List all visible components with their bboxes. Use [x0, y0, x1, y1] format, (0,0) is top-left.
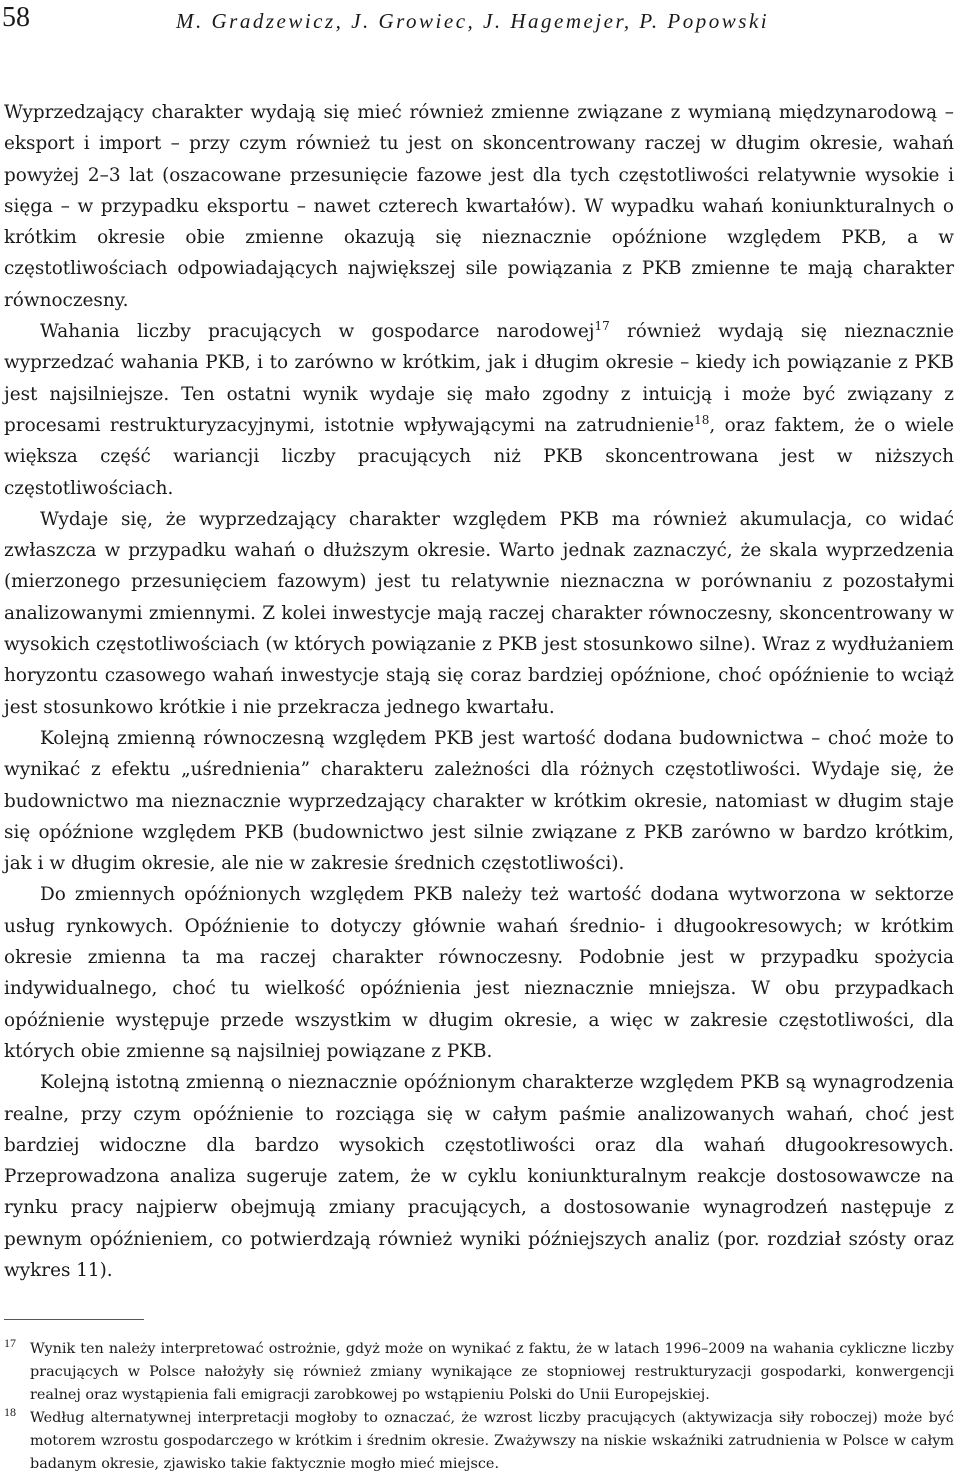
paragraph-3-text: Wydaje się, że wyprzedzający charakter względem PKB ma również akumulacja, co widać zwłaszcza w przypadku wahań o dłuższym okresie. Warto jednak zaznaczyć, że skala wyprzedzenia (mierzonego przesunięciem fazowym) jest tu relatywnie nieznaczna w porównaniu z pozostałymi analizowanymi zmiennymi. Z kolei inwestycje mają raczej charakter równoczesny, skoncentrowany w wysokich częstotliwościach (w których powiązanie z PKB jest stosunkowo silne). Wraz z wydłużaniem horyzontu czasowego wahań inwestycje stają się coraz bardziej opóźnione, choć opóźnienie to wciąż jest stosunkowo krótkie i nie przekracza jednego kwartału.: [4, 508, 954, 718]
paragraph-2-text-b: również wydają się nieznacznie wyprzedzać wahania PKB, i to zarówno w krótkim, jak i długim okresie – kiedy ich powiązanie z PKB jest najsilniejsze. Ten ostatni wynik wydaje się mało zgodny z intuicją i może być związany z procesami restrukturyzacyjnymi, istotnie wpływającymi na zatrudnienie: [4, 321, 954, 436]
paragraph-2: [4, 316, 954, 504]
footnote-17-text: Wynik ten należy interpretować ostrożnie, gdyż może on wynikać z faktu, że w latach 1996–2009 na wahania cykliczne liczby pracujących w Polsce nałożyły się również zmiany wynikające ze stopniowej restrukturyzacji gospodarki, konwergencji realnej oraz wystąpienia fali emigracji zarobkowej po wstąpieniu Polski do Unii Europejskiej.: [30, 1341, 954, 1403]
paragraph-6: [4, 1067, 954, 1286]
footnote-18-text: Według alternatywnej interpretacji mogłoby to oznaczać, że wzrost liczby pracujących (aktywizacja siły roboczej) może być motorem wzrostu gospodarczego w krótkim i średnim okresie. Zważywszy na niskie wskaźniki zatrudnienia w Polsce w całym badanym okresie, zjawisko takie faktycznie mogło mieć miejsce.: [30, 1410, 954, 1472]
footnote-divider: [4, 1319, 144, 1320]
footnote-ref-17[interactable]: 17: [594, 318, 610, 333]
paragraph-1-text: Wyprzedzający charakter wydają się mieć również zmienne związane z wymianą międzynarodową – eksport i import – przy czym również tu jest on skoncentrowany raczej w długim okresie, wahań powyżej 2–3 lat (oszacowane przesunięcie fazowe jest dla tych częstotliwości relatywnie wysokie i sięga – w przypadku eksportu – nawet czterech kwartałów). W wypadku wahań koniunkturalnych o krótkim okresie obie zmienne okazują się nieznacznie opóźnione względem PKB, a w częstotliwościach odpowiadających największej sile powiązania z PKB zmienne te mają charakter równoczesny.: [4, 102, 954, 311]
paragraph-5-text: Do zmiennych opóźnionych względem PKB należy też wartość dodana wytworzona w sektorze usług rynkowych. Opóźnienie to dotyczy głównie wahań średnio- i długookresowych; w krótkim okresie zmienna ta ma raczej charakter równoczesny. Podobnie jest w przypadku spożycia indywidualnego, choć tu wielkość opóźnienia jest nieznacznie mniejsza. W obu przypadkach opóźnienie występuje przede wszystkim w długim okresie, a więc w zakresie częstotliwości, dla których obie zmienne są najsilniej powiązane z PKB.: [4, 884, 954, 1062]
paragraph-2-text-a: Wahania liczby pracujących w gospodarce narodowej: [40, 321, 595, 343]
paragraph-5: [4, 879, 954, 1067]
footnote-ref-18[interactable]: 18: [694, 412, 710, 427]
page-header: [0, 2, 940, 42]
paragraph-4-text: Kolejną zmienną równoczesną względem PKB jest wartość dodana budownictwa – choć może to wynikać z efektu „uśrednienia” charakteru zależności dla różnych częstotliwości. Wydaje się, że budownictwo ma nieznacznie wyprzedzający charakter w krótkim okresie, natomiast w długim staje się opóźnione względem PKB (budownictwo jest silnie związane z PKB zarówno w bardzo krótkim, jak i w długim okresie, ale nie w zakresie średnich częstotliwości).: [4, 727, 954, 875]
footnotes: [4, 1338, 954, 1476]
footnote-17: [4, 1338, 954, 1407]
main-text: [4, 97, 954, 1286]
footnote-17-number: 17: [4, 1336, 16, 1350]
footnote-18-number: 18: [4, 1405, 16, 1419]
footnote-18: [4, 1407, 954, 1476]
paragraph-4: [4, 723, 954, 879]
paragraph-2-text-c: , oraz faktem, że o wiele większa część wariancji liczby pracujących niż PKB skoncentrowana jest w niższych częstotliwościach.: [4, 414, 954, 499]
page-number: 58: [2, 2, 30, 33]
paragraph-3: [4, 504, 954, 723]
paragraph-6-text: Kolejną istotną zmienną o nieznacznie opóźnionym charakterze względem PKB są wynagrodzenia realne, przy czym opóźnienie to rozciąga się w całym paśmie analizowanych wahań, choć jest bardziej widoczne dla bardzo wysokich częstotliwości oraz dla wahań długookresowych. Przeprowadzona analiza sugeruje zatem, że w cyklu koniunkturalnym reakcje dostosowawcze na rynku pracy najpierw obejmują zmiany pracujących, a dostosowanie wynagrodzeń następuje z pewnym opóźnieniem, co potwierdzają również wyniki późniejszych analiz (por. rozdział szósty oraz wykres 11).: [4, 1072, 954, 1281]
running-head-authors: M. Gradzewicz, J. Growiec, J. Hagemejer, P. Popowski: [176, 9, 770, 33]
paragraph-1: [4, 97, 954, 316]
